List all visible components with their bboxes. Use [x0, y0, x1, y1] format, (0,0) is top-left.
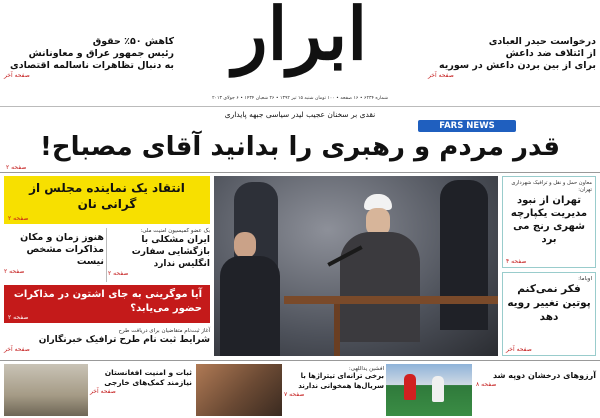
headline-page: صفحه ۲ — [6, 164, 27, 171]
top-left-teaser — [4, 36, 174, 79]
top-left-line-1: کاهش ۵۰٪ حقوق — [92, 36, 174, 47]
top-right-line-3: برای از بین بردن داعش در سوریه — [439, 60, 596, 71]
bottom-story-afghan — [90, 368, 192, 416]
main-photo — [214, 176, 498, 356]
photo-face-seated — [234, 232, 256, 258]
red-box — [4, 285, 210, 323]
story-negotiations-page: صفحه ۲ — [4, 268, 25, 275]
yellow-box-page: صفحه ۲ — [8, 215, 29, 222]
player-red — [404, 374, 416, 400]
divider-top — [0, 106, 600, 107]
top-right-line-1: درخواست حیدر العبادی — [488, 36, 596, 47]
top-left-page: صفحه آخر — [4, 72, 30, 79]
story-embassy-kicker: بک عضو کمیسیون امنیت ملی: — [140, 228, 210, 234]
bottom-story-football-text: آرزوهای درخشان دوپه شد — [492, 371, 596, 380]
top-right-line-2: از ائتلاف ضد داعش — [505, 48, 596, 59]
bottom-story-football-page: صفحه ۸ — [476, 381, 497, 388]
vertical-rule-left — [106, 228, 107, 282]
fars-news-text: FARS NEWS — [439, 121, 495, 131]
photo-table — [284, 296, 498, 304]
divider-bottom — [0, 360, 600, 361]
story-putin-page: صفحه آخر — [506, 346, 532, 353]
story-tehran — [502, 176, 596, 268]
red-box-text: آیا موگرینی به جای اشتون در مذاکرات حضور می‌یابد؟ — [13, 289, 202, 314]
bottom-story-yadollahi-kicker: افشین یداللهی: — [348, 366, 384, 372]
top-right-teaser — [428, 36, 596, 79]
bottom-story-football — [476, 370, 596, 416]
story-traffic — [4, 328, 210, 358]
story-negotiations-text: هنوز زمان و مکان مذاکرات مشخص نیست — [20, 232, 104, 267]
main-headline: قدر مردم و رهبری را بدانید آقای مصباح! — [40, 132, 560, 162]
story-putin — [502, 272, 596, 356]
story-traffic-text: شرایط ثبت نام طرح ترافیک خبرنگاران — [38, 335, 210, 345]
masthead-logo: ابرار — [232, 0, 368, 76]
red-box-page: صفحه ۲ — [8, 314, 29, 321]
yellow-box-text: انتقاد یک نماینده مجلس از گرانی نان — [29, 181, 185, 211]
story-tehran-text: تهران از نبود مدیریت یکپارچه شهری رنج می برد — [510, 195, 588, 245]
bottom-photo-yadollahi — [196, 364, 282, 416]
story-tehran-kicker: معاون حمل و نقل و ترافیک شهرداری تهران: — [511, 180, 592, 193]
story-negotiations — [4, 232, 104, 282]
divider-mid — [0, 172, 600, 173]
story-putin-kicker: اوباما: — [578, 276, 592, 282]
top-left-line-2: رئیس جمهور عراق و معاونانش — [28, 48, 174, 59]
story-traffic-kicker: آغاز ثبت‌نام متقاضیان برای دریافت طرح — [118, 328, 210, 334]
story-tehran-page: صفحه ۴ — [506, 258, 527, 265]
bottom-story-yadollahi-page: صفحه ۷ — [284, 391, 305, 398]
photo-suit-seated — [220, 256, 280, 356]
story-embassy-page: صفحه ۲ — [108, 270, 129, 277]
top-left-line-3: به دنبال تظاهرات ناسالمه اقتصادی — [10, 60, 174, 71]
headline-kicker: نقدی بر سخنان عجیب لیدر سیاسی جبهه پایداری — [224, 110, 376, 119]
bottom-story-yadollahi-text: برخی ترانه‌ای تیتراژها با سریال‌ها همخوانی ندارند — [298, 372, 384, 390]
story-embassy-text: ایران مشکلی با بازگشایی سفارت انگلیس ندارد — [131, 235, 210, 269]
bottom-story-afghan-page: صفحه آخر — [90, 388, 116, 395]
yellow-box — [4, 176, 210, 224]
bottom-story-afghan-text: ثبات و امنیت افغانستان نیازمند کمک‌های خارجی — [104, 368, 192, 387]
masthead-date-line: شماره ۶۲۳۴ • ۱۶ صفحه • ۱۰۰ تومان شنبه ۱۵ تیر ۱۳۹۲ • ۲۶ شعبان ۱۴۳۴ • ۶ جولای ۲۰۱۳ — [212, 96, 388, 101]
story-putin-text: فکر نمی‌کنم پوتین تغییر رویه دهد — [507, 283, 591, 323]
story-embassy — [108, 228, 210, 282]
photo-figure-standing-right — [440, 180, 488, 330]
story-traffic-page: صفحه آخر — [4, 346, 30, 353]
bottom-photo-football — [386, 364, 472, 416]
top-right-page: صفحه آخر — [428, 72, 454, 79]
bottom-story-yadollahi — [284, 366, 384, 416]
photo-table-leg — [334, 304, 340, 356]
player-white — [432, 376, 444, 402]
bottom-photo-afghan — [4, 364, 88, 416]
